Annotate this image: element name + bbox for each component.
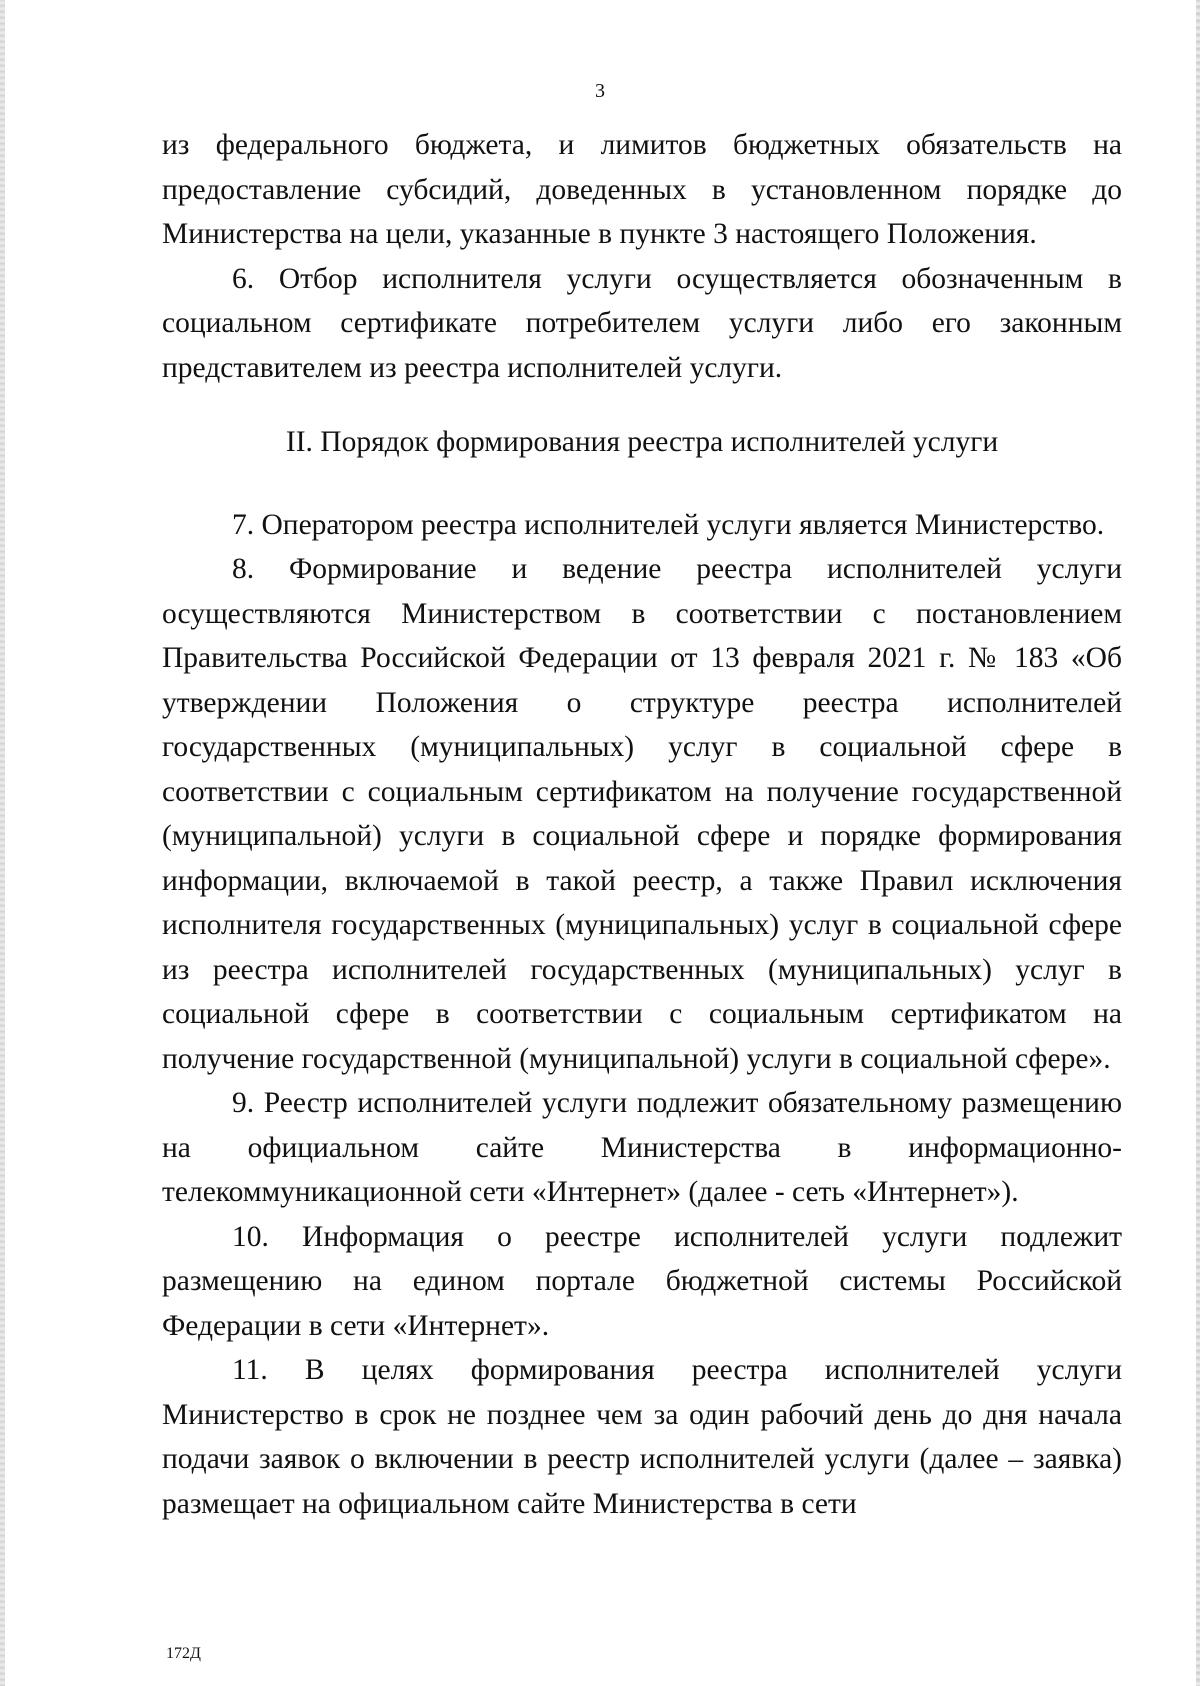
paragraph-7: 7. Оператором реестра исполнителей услуги является Министерство. [232,508,1105,541]
paragraph-9: 9. Реестр исполнителей услуги подлежит обязательному размещению на официальном сайте Министерства в информационно-телекоммуникационной сети «Интернет» (далее - сеть «Интернет»). [162,1087,1122,1208]
paragraph-8: 8. Формирование и ведение реестра исполнителей услуги осуществляются Министерством в соответствии с постановлением Правительства Российской Федерации от 13 февраля 2021 г. № 183 «Об утверждении Положения о структуре реестра исполнителей государственных (муниципальных) услуг в социальной сфере в соответствии с социальным сертификатом на получение государственной (муниципальной) услуги в социальной сфере и порядке формирования информации, включаемой в такой реестр, а также Правил исключения исполнителя государственных (муниципальных) услуг в социальной сфере из реестра исполнителей государственных (муниципальных) услуг в социальной сфере в соответствии с социальным сертификатом на получение государственной (муниципальной) услуги в социальной сфере». [162,553,1122,1075]
paragraph-10: 10. Информация о реестре исполнителей услуги подлежит размещению на едином портале бюджетной системы Российской Федерации в сети «Интернет». [162,1220,1122,1342]
paragraph-11: 11. В целях формирования реестра исполнителей услуги Министерство в срок не позднее чем за один рабочий день до дня начала подачи заявок о включении в реестр исполнителей услуги (далее – заявка) размещает на официальном сайте Министерства в сети [162,1354,1122,1520]
document-body [162,123,1122,1526]
paragraph-6: 6. Отбор исполнителя услуги осуществляется обозначенным в социальном сертификате потребителем услуги либо его законным представителем из реестра исполнителей услуги. [162,262,1122,384]
section-heading: II. Порядок формирования реестра исполнителей услуги [285,426,999,458]
footer-document-code: 172Д [166,1645,201,1662]
scan-edge-right [1196,0,1200,1686]
page-number: 3 [595,80,605,102]
scan-edge-left [0,0,5,1686]
paragraph-continuation: из федерального бюджета, и лимитов бюджетных обязательств на предоставление субсидий, доведенных в установленном порядке до Министерства на цели, указанные в пункте 3 настоящего Положения. [162,129,1122,250]
